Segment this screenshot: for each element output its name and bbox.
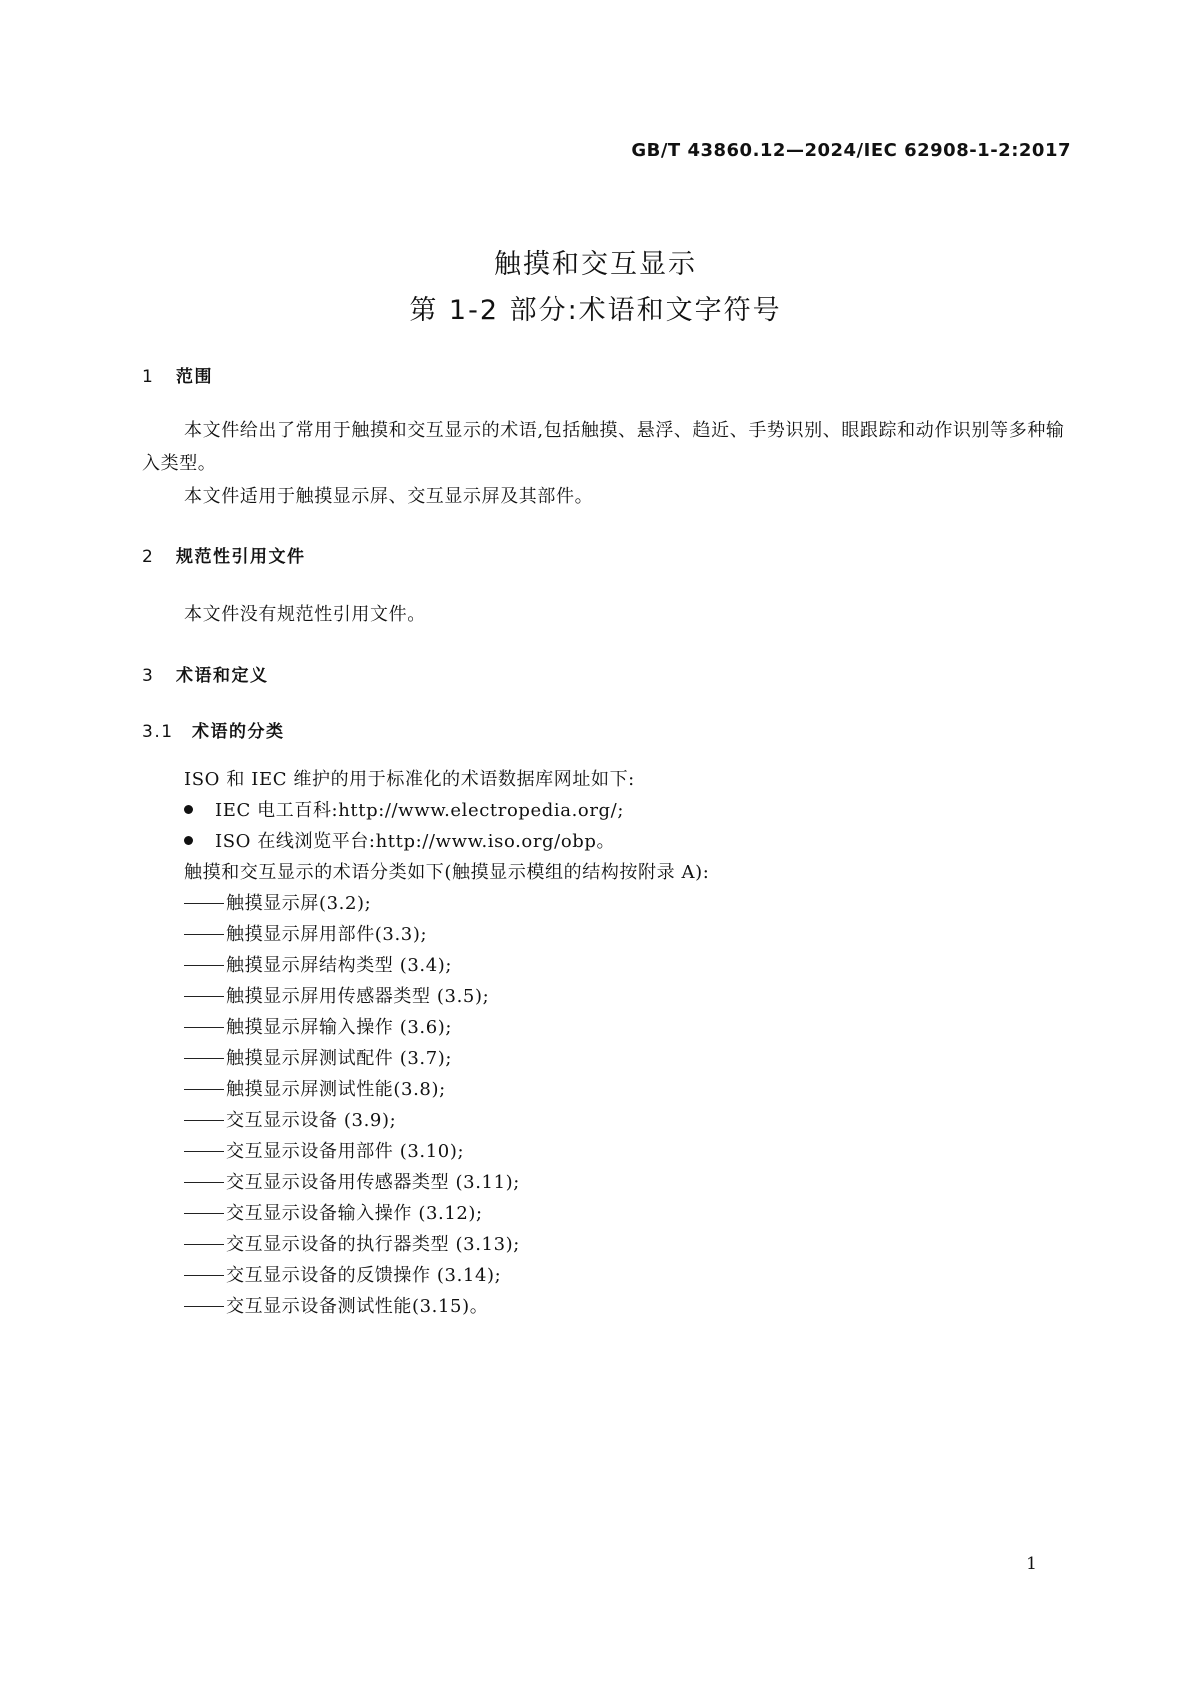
list-item	[184, 1292, 488, 1318]
list-item-text: 触摸显示屏测试配件 (3.7);	[226, 1048, 453, 1069]
section-title: 范围	[176, 367, 213, 387]
dash-marker	[184, 903, 224, 904]
section-1-paragraph-1	[142, 414, 1072, 480]
list-item	[184, 1199, 483, 1225]
dash-marker	[184, 1089, 224, 1090]
list-item	[184, 1106, 396, 1132]
dash-marker	[184, 934, 224, 935]
list-item	[184, 1075, 446, 1101]
list-item-text: 交互显示设备用传感器类型 (3.11);	[226, 1172, 520, 1193]
dash-marker	[184, 1244, 224, 1245]
dash-marker	[184, 1027, 224, 1028]
list-item	[184, 920, 427, 946]
paragraph-text: 本文件给出了常用于触摸和交互显示的术语,包括触摸、悬浮、趋近、手势识别、眼跟踪和动作识别等多种输入类型。	[142, 420, 1065, 474]
list-item-text: 交互显示设备的反馈操作 (3.14);	[226, 1265, 502, 1286]
section-title: 规范性引用文件	[176, 547, 306, 567]
standard-code: GB/T 43860.12—2024/IEC 62908-1-2:2017	[631, 140, 1071, 161]
terminology-intro: ISO 和 IEC 维护的用于标准化的术语数据库网址如下:	[184, 769, 635, 790]
section-2-heading	[142, 542, 306, 567]
list-item	[184, 1137, 464, 1163]
classification-intro: 触摸和交互显示的术语分类如下(触摸显示模组的结构按附录 A):	[184, 862, 710, 883]
bullet-icon	[184, 805, 193, 814]
list-item-text: 交互显示设备测试性能(3.15)。	[226, 1296, 489, 1317]
list-item	[184, 889, 371, 915]
section-number: 3.1	[142, 722, 174, 742]
list-item-text: 触摸显示屏结构类型 (3.4);	[226, 955, 453, 976]
section-number: 3	[142, 666, 155, 686]
section-number: 2	[142, 547, 155, 567]
page-number: 1	[1026, 1554, 1037, 1574]
list-item-text: 交互显示设备用部件 (3.10);	[226, 1141, 465, 1162]
list-item	[184, 1261, 501, 1287]
list-item-text: 交互显示设备的执行器类型 (3.13);	[226, 1234, 520, 1255]
section-1-paragraph-2: 本文件适用于触摸显示屏、交互显示屏及其部件。	[184, 486, 594, 507]
list-item	[184, 951, 452, 977]
list-item	[184, 1230, 520, 1256]
section-3-1-heading	[142, 717, 285, 742]
list-item-text: 触摸显示屏测试性能(3.8);	[226, 1079, 446, 1100]
bullet-item	[184, 827, 615, 853]
list-item	[184, 1044, 452, 1070]
list-item-text: 交互显示设备 (3.9);	[226, 1110, 397, 1131]
dash-marker	[184, 965, 224, 966]
list-item-text: 触摸显示屏用传感器类型 (3.5);	[226, 986, 490, 1007]
dash-marker	[184, 996, 224, 997]
list-item	[184, 982, 489, 1008]
document-title-line1: 触摸和交互显示	[494, 249, 697, 280]
section-1-heading	[142, 362, 213, 387]
section-title: 术语和定义	[176, 666, 269, 686]
list-item	[184, 1168, 520, 1194]
list-item-text: 触摸显示屏(3.2);	[226, 893, 372, 914]
dash-marker	[184, 1213, 224, 1214]
section-3-heading	[142, 661, 269, 686]
bullet-item	[184, 796, 624, 822]
section-2-paragraph-1: 本文件没有规范性引用文件。	[184, 604, 426, 625]
document-title-line2: 第 1-2 部分:术语和文字符号	[409, 295, 782, 326]
dash-marker	[184, 1151, 224, 1152]
bullet-icon	[184, 836, 193, 845]
section-number: 1	[142, 367, 155, 387]
list-item	[184, 1013, 452, 1039]
dash-marker	[184, 1306, 224, 1307]
dash-marker	[184, 1058, 224, 1059]
list-item-text: 触摸显示屏输入操作 (3.6);	[226, 1017, 453, 1038]
bullet-text: IEC 电工百科:http://www.electropedia.org/;	[215, 800, 625, 821]
bullet-text: ISO 在线浏览平台:http://www.iso.org/obp。	[215, 831, 616, 852]
dash-marker	[184, 1275, 224, 1276]
list-item-text: 交互显示设备输入操作 (3.12);	[226, 1203, 483, 1224]
section-title: 术语的分类	[192, 722, 285, 742]
list-item-text: 触摸显示屏用部件(3.3);	[226, 924, 428, 945]
dash-marker	[184, 1182, 224, 1183]
dash-marker	[184, 1120, 224, 1121]
